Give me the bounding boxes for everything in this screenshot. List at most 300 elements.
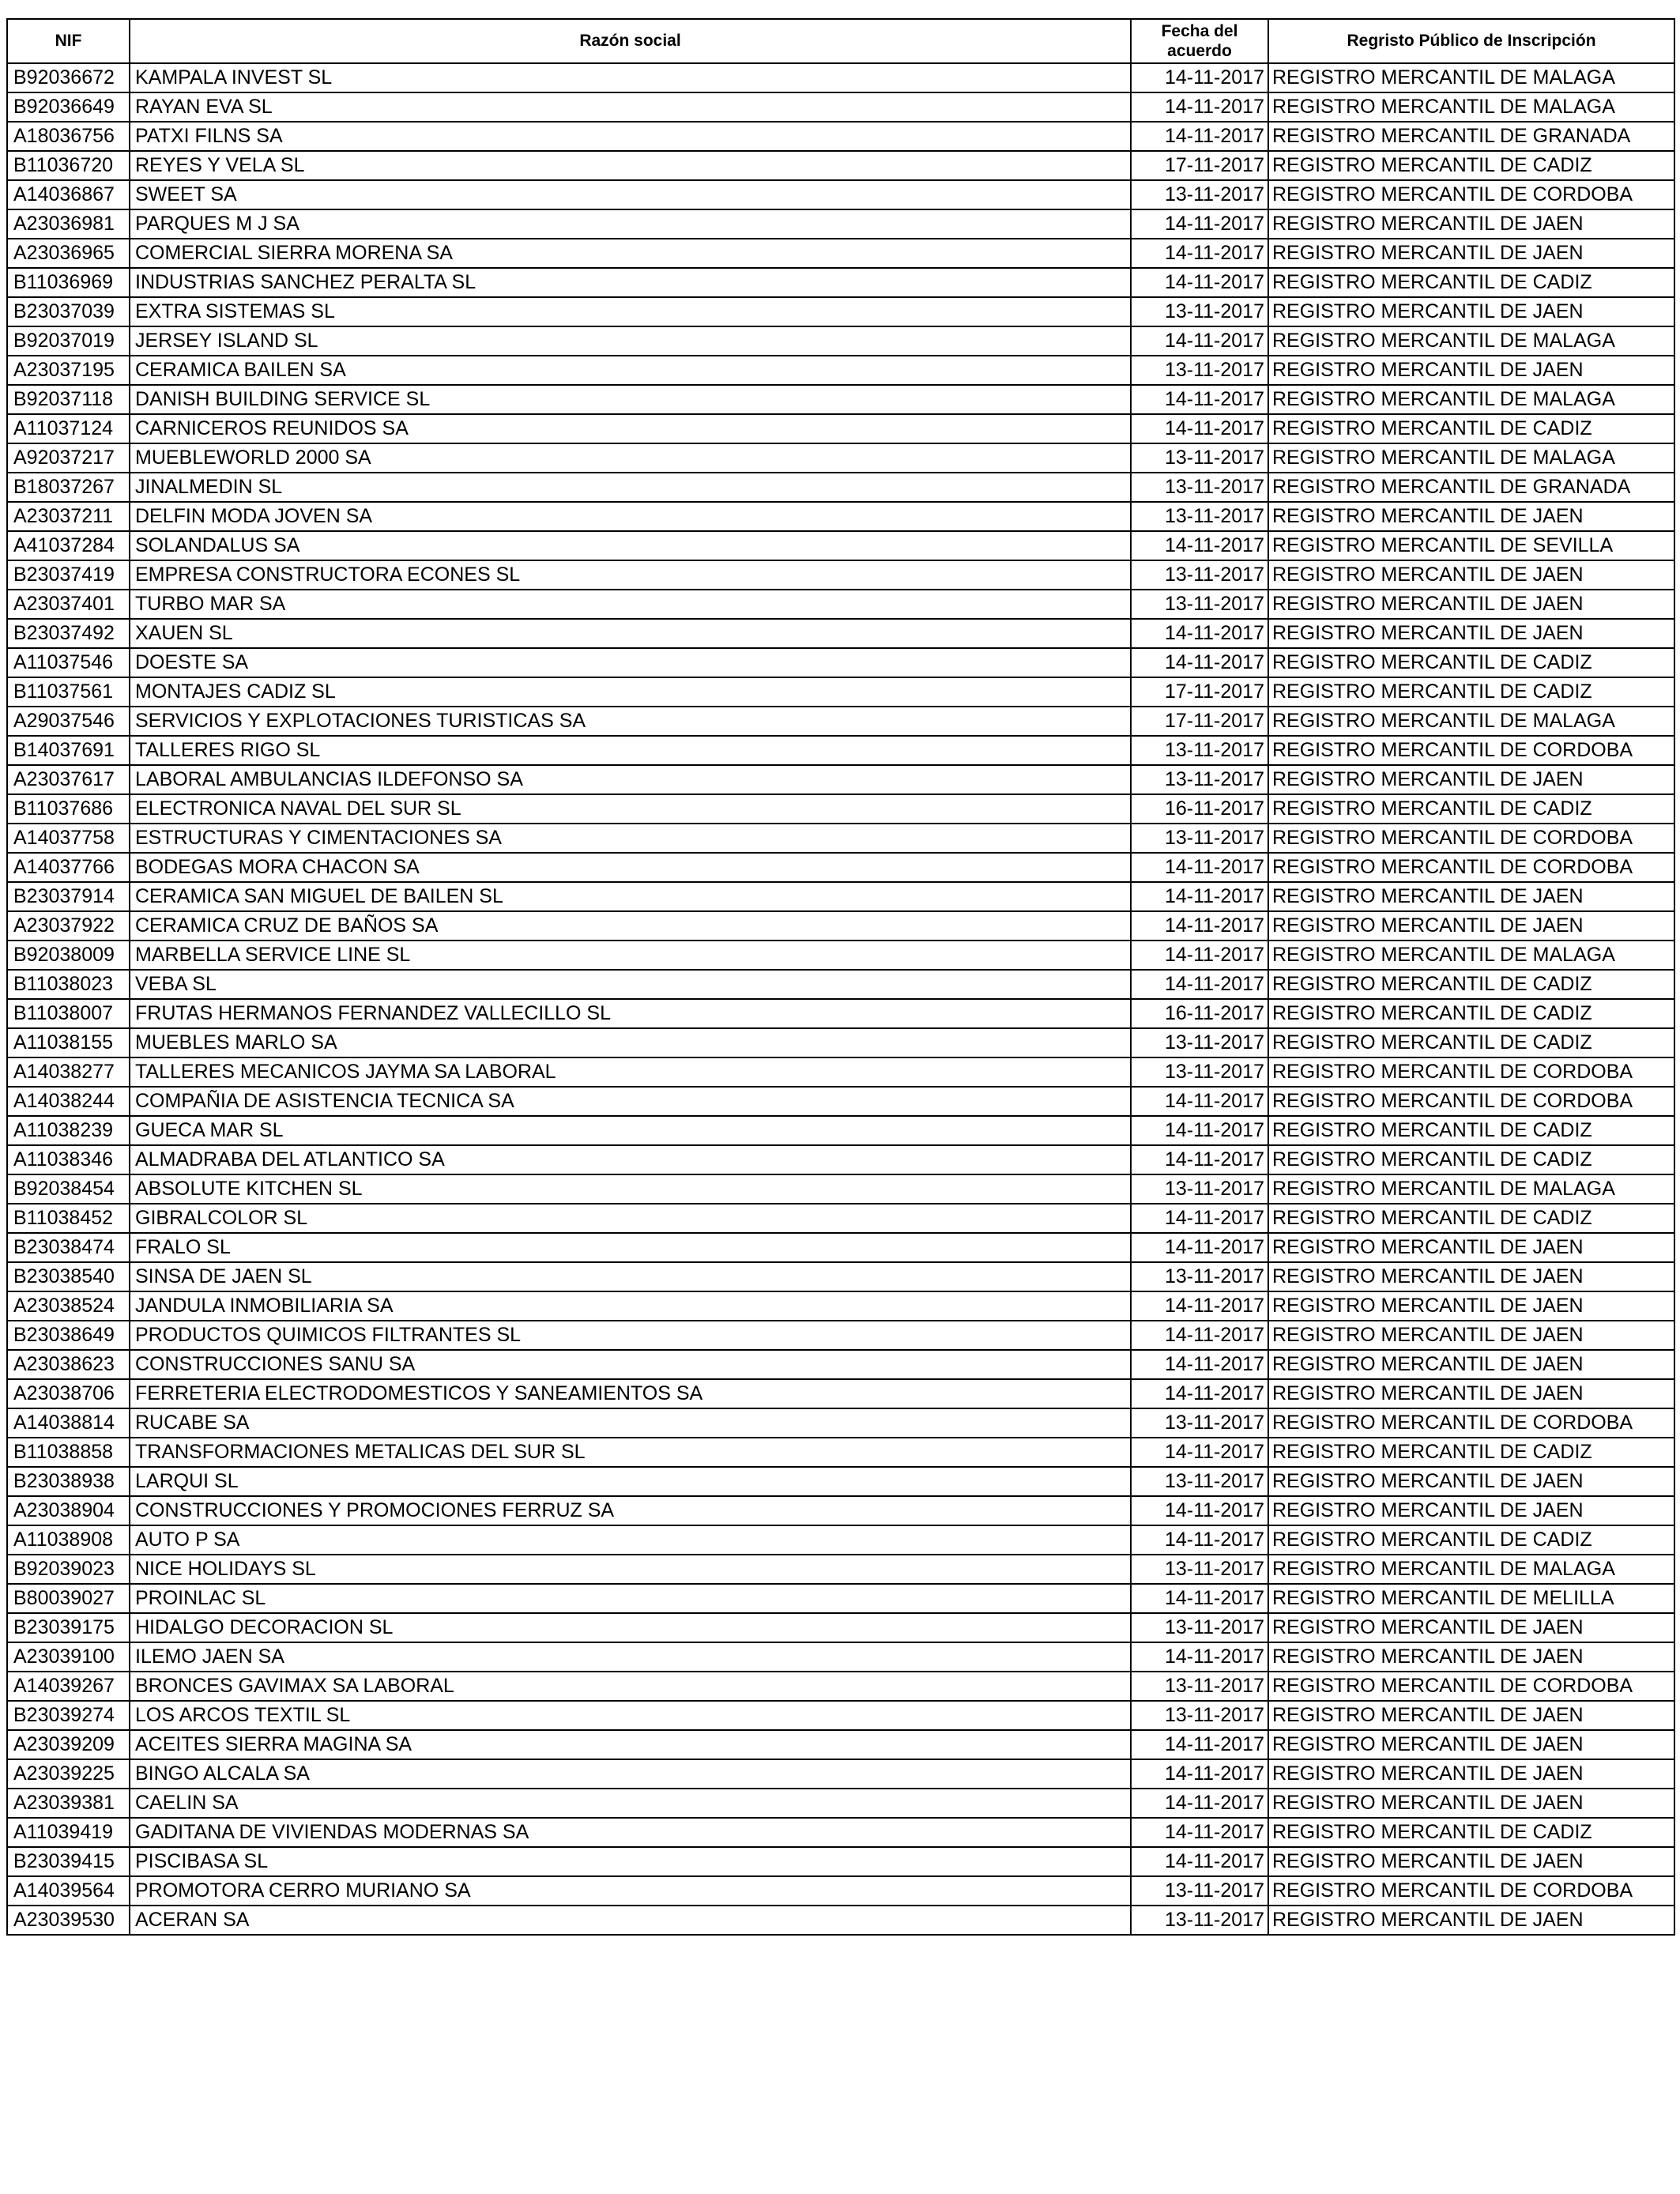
registry-cell: REGISTRO MERCANTIL DE CADIZ [1268,1116,1674,1145]
table-row [7,1291,1674,1321]
registry-cell: REGISTRO MERCANTIL DE JAEN [1268,1467,1674,1496]
registry-cell: REGISTRO MERCANTIL DE CADIZ [1268,1525,1674,1555]
agreement-date-cell: 14-11-2017 [1131,1818,1268,1847]
registry-cell: REGISTRO MERCANTIL DE CORDOBA [1268,1408,1674,1438]
company-name-cell: CERAMICA BAILEN SA [130,356,1131,385]
nif-cell: A23037211 [7,502,130,531]
nif-cell: A18036756 [7,122,130,151]
table-header [7,19,1674,63]
registry-cell: REGISTRO MERCANTIL DE JAEN [1268,1847,1674,1876]
table-row [7,122,1674,151]
nif-cell: B23037914 [7,882,130,911]
company-name-cell: LOS ARCOS TEXTIL SL [130,1701,1131,1730]
agreement-date-cell: 14-11-2017 [1131,1204,1268,1233]
registry-cell: REGISTRO MERCANTIL DE MALAGA [1268,941,1674,970]
agreement-date-cell: 14-11-2017 [1131,853,1268,882]
registry-cell: REGISTRO MERCANTIL DE MALAGA [1268,63,1674,92]
agreement-date-cell: 14-11-2017 [1131,1584,1268,1613]
nif-cell: B23037492 [7,619,130,648]
registry-cell: REGISTRO MERCANTIL DE CADIZ [1268,677,1674,707]
agreement-date-cell: 13-11-2017 [1131,590,1268,619]
nif-cell: B92038454 [7,1174,130,1204]
registry-cell: REGISTRO MERCANTIL DE CORDOBA [1268,180,1674,209]
table-row [7,414,1674,443]
table-row [7,1467,1674,1496]
table-row [7,502,1674,531]
registry-cell: REGISTRO MERCANTIL DE JAEN [1268,356,1674,385]
table-row [7,619,1674,648]
table-body [7,63,1674,1935]
registry-cell: REGISTRO MERCANTIL DE JAEN [1268,1262,1674,1291]
nif-cell: B92037118 [7,385,130,414]
agreement-date-cell: 13-11-2017 [1131,1467,1268,1496]
table-row [7,326,1674,356]
nif-cell: A23036981 [7,209,130,239]
agreement-date-cell: 13-11-2017 [1131,1174,1268,1204]
nif-cell: A11038908 [7,1525,130,1555]
nif-cell: A23038623 [7,1350,130,1379]
nif-cell: B23039415 [7,1847,130,1876]
nif-cell: B23039175 [7,1613,130,1642]
nif-cell: B23038540 [7,1262,130,1291]
company-name-cell: CARNICEROS REUNIDOS SA [130,414,1131,443]
nif-cell: B11038023 [7,970,130,999]
company-name-cell: DELFIN MODA JOVEN SA [130,502,1131,531]
agreement-date-cell: 14-11-2017 [1131,1759,1268,1789]
registry-cell: REGISTRO MERCANTIL DE JAEN [1268,560,1674,590]
nif-cell: A23039100 [7,1642,130,1672]
agreement-date-cell: 13-11-2017 [1131,1876,1268,1906]
table-row [7,1438,1674,1467]
nif-cell: B11038452 [7,1204,130,1233]
agreement-date-cell: 13-11-2017 [1131,473,1268,502]
agreement-date-cell: 13-11-2017 [1131,736,1268,765]
company-name-cell: ELECTRONICA NAVAL DEL SUR SL [130,794,1131,824]
registry-cell: REGISTRO MERCANTIL DE JAEN [1268,1906,1674,1935]
nif-cell: B92038009 [7,941,130,970]
company-name-cell: EMPRESA CONSTRUCTORA ECONES SL [130,560,1131,590]
agreement-date-cell: 14-11-2017 [1131,1116,1268,1145]
agreement-date-cell: 14-11-2017 [1131,1642,1268,1672]
company-name-cell: DANISH BUILDING SERVICE SL [130,385,1131,414]
registry-cell: REGISTRO MERCANTIL DE GRANADA [1268,473,1674,502]
agreement-date-cell: 14-11-2017 [1131,1145,1268,1174]
table-row [7,1262,1674,1291]
company-name-cell: AUTO P SA [130,1525,1131,1555]
registry-cell: REGISTRO MERCANTIL DE MALAGA [1268,326,1674,356]
nif-cell: A41037284 [7,531,130,560]
company-name-cell: CONSTRUCCIONES SANU SA [130,1350,1131,1379]
company-name-cell: CONSTRUCCIONES Y PROMOCIONES FERRUZ SA [130,1496,1131,1525]
table-row [7,1379,1674,1408]
nif-cell: A23038904 [7,1496,130,1525]
nif-cell: A14038814 [7,1408,130,1438]
nif-cell: B23038649 [7,1321,130,1350]
registry-cell: REGISTRO MERCANTIL DE CADIZ [1268,648,1674,677]
company-name-cell: JERSEY ISLAND SL [130,326,1131,356]
registry-cell: REGISTRO MERCANTIL DE MALAGA [1268,1555,1674,1584]
agreement-date-cell: 14-11-2017 [1131,326,1268,356]
nif-cell: B92036672 [7,63,130,92]
registry-table [6,18,1675,1936]
registry-cell: REGISTRO MERCANTIL DE JAEN [1268,619,1674,648]
agreement-date-cell: 13-11-2017 [1131,1057,1268,1087]
registry-cell: REGISTRO MERCANTIL DE CADIZ [1268,414,1674,443]
table-row [7,1496,1674,1525]
table-row [7,590,1674,619]
nif-cell: A23038524 [7,1291,130,1321]
table-row [7,1204,1674,1233]
table-row [7,385,1674,414]
nif-cell: B11038858 [7,1438,130,1467]
agreement-date-cell: 13-11-2017 [1131,824,1268,853]
table-row [7,1233,1674,1262]
nif-cell: A23036965 [7,239,130,268]
registry-cell: REGISTRO MERCANTIL DE JAEN [1268,1759,1674,1789]
nif-cell: B23037039 [7,297,130,326]
registry-cell: REGISTRO MERCANTIL DE JAEN [1268,911,1674,941]
table-row [7,1116,1674,1145]
table-row [7,268,1674,297]
agreement-date-cell: 14-11-2017 [1131,1087,1268,1116]
registry-cell: REGISTRO MERCANTIL DE JAEN [1268,1291,1674,1321]
nif-cell: A11037124 [7,414,130,443]
agreement-date-cell: 13-11-2017 [1131,765,1268,794]
nif-cell: B23037419 [7,560,130,590]
agreement-date-cell: 13-11-2017 [1131,180,1268,209]
company-name-cell: KAMPALA INVEST SL [130,63,1131,92]
agreement-date-cell: 13-11-2017 [1131,1906,1268,1935]
nif-cell: B11036720 [7,151,130,180]
company-name-cell: NICE HOLIDAYS SL [130,1555,1131,1584]
agreement-date-cell: 14-11-2017 [1131,1350,1268,1379]
table-row [7,1730,1674,1759]
nif-cell: B23038938 [7,1467,130,1496]
company-name-cell: TALLERES MECANICOS JAYMA SA LABORAL [130,1057,1131,1087]
agreement-date-cell: 17-11-2017 [1131,151,1268,180]
header-nif: NIF [7,19,130,63]
agreement-date-cell: 13-11-2017 [1131,297,1268,326]
table-row [7,356,1674,385]
agreement-date-cell: 13-11-2017 [1131,1028,1268,1057]
registry-cell: REGISTRO MERCANTIL DE CADIZ [1268,1818,1674,1847]
registry-cell: REGISTRO MERCANTIL DE MALAGA [1268,707,1674,736]
table-row [7,707,1674,736]
nif-cell: A92037217 [7,443,130,473]
table-row [7,1847,1674,1876]
nif-cell: A23039209 [7,1730,130,1759]
table-row [7,1876,1674,1906]
nif-cell: A23037195 [7,356,130,385]
company-name-cell: BODEGAS MORA CHACON SA [130,853,1131,882]
company-name-cell: PARQUES M J SA [130,209,1131,239]
nif-cell: B11036969 [7,268,130,297]
agreement-date-cell: 14-11-2017 [1131,1525,1268,1555]
agreement-date-cell: 14-11-2017 [1131,414,1268,443]
table-row [7,1350,1674,1379]
agreement-date-cell: 17-11-2017 [1131,707,1268,736]
table-row [7,1672,1674,1701]
table-row [7,63,1674,92]
nif-cell: A23039530 [7,1906,130,1935]
company-name-cell: ALMADRABA DEL ATLANTICO SA [130,1145,1131,1174]
company-name-cell: PROMOTORA CERRO MURIANO SA [130,1876,1131,1906]
table-row [7,941,1674,970]
company-name-cell: LARQUI SL [130,1467,1131,1496]
nif-cell: B14037691 [7,736,130,765]
agreement-date-cell: 16-11-2017 [1131,999,1268,1028]
table-row [7,531,1674,560]
company-name-cell: GADITANA DE VIVIENDAS MODERNAS SA [130,1818,1131,1847]
registry-cell: REGISTRO MERCANTIL DE MELILLA [1268,1584,1674,1613]
company-name-cell: BINGO ALCALA SA [130,1759,1131,1789]
nif-cell: A14039564 [7,1876,130,1906]
company-name-cell: MONTAJES CADIZ SL [130,677,1131,707]
company-name-cell: PROINLAC SL [130,1584,1131,1613]
registry-cell: REGISTRO MERCANTIL DE JAEN [1268,1642,1674,1672]
header-name: Razón social [130,19,1131,63]
header-row [7,19,1674,63]
agreement-date-cell: 14-11-2017 [1131,1730,1268,1759]
table-row [7,794,1674,824]
company-name-cell: SINSA DE JAEN SL [130,1262,1131,1291]
table-row [7,1028,1674,1057]
registry-cell: REGISTRO MERCANTIL DE CADIZ [1268,999,1674,1028]
company-name-cell: CAELIN SA [130,1789,1131,1818]
registry-cell: REGISTRO MERCANTIL DE JAEN [1268,239,1674,268]
nif-cell: A14036867 [7,180,130,209]
company-name-cell: FRUTAS HERMANOS FERNANDEZ VALLECILLO SL [130,999,1131,1028]
table-row [7,560,1674,590]
table-row [7,1057,1674,1087]
nif-cell: B80039027 [7,1584,130,1613]
agreement-date-cell: 14-11-2017 [1131,1789,1268,1818]
company-name-cell: ESTRUCTURAS Y CIMENTACIONES SA [130,824,1131,853]
company-name-cell: SOLANDALUS SA [130,531,1131,560]
registry-cell: REGISTRO MERCANTIL DE CADIZ [1268,970,1674,999]
registry-cell: REGISTRO MERCANTIL DE JAEN [1268,1233,1674,1262]
table-row [7,239,1674,268]
table-row [7,824,1674,853]
agreement-date-cell: 13-11-2017 [1131,1613,1268,1642]
company-name-cell: FERRETERIA ELECTRODOMESTICOS Y SANEAMIENTOS SA [130,1379,1131,1408]
registry-cell: REGISTRO MERCANTIL DE JAEN [1268,1321,1674,1350]
agreement-date-cell: 14-11-2017 [1131,1847,1268,1876]
registry-cell: REGISTRO MERCANTIL DE JAEN [1268,1613,1674,1642]
header-date: Fecha del acuerdo [1131,19,1268,63]
company-name-cell: CERAMICA SAN MIGUEL DE BAILEN SL [130,882,1131,911]
registry-cell: REGISTRO MERCANTIL DE CADIZ [1268,794,1674,824]
table-row [7,1906,1674,1935]
table-row [7,1321,1674,1350]
agreement-date-cell: 13-11-2017 [1131,502,1268,531]
nif-cell: A23037401 [7,590,130,619]
table-row [7,1145,1674,1174]
company-name-cell: ACEITES SIERRA MAGINA SA [130,1730,1131,1759]
registry-cell: REGISTRO MERCANTIL DE CORDOBA [1268,824,1674,853]
company-name-cell: FRALO SL [130,1233,1131,1262]
registry-cell: REGISTRO MERCANTIL DE CADIZ [1268,268,1674,297]
table-row [7,151,1674,180]
company-name-cell: XAUEN SL [130,619,1131,648]
agreement-date-cell: 14-11-2017 [1131,970,1268,999]
registry-cell: REGISTRO MERCANTIL DE JAEN [1268,209,1674,239]
table-row [7,473,1674,502]
registry-cell: REGISTRO MERCANTIL DE CADIZ [1268,1204,1674,1233]
registry-cell: REGISTRO MERCANTIL DE JAEN [1268,590,1674,619]
table-row [7,1408,1674,1438]
agreement-date-cell: 14-11-2017 [1131,882,1268,911]
registry-cell: REGISTRO MERCANTIL DE CORDOBA [1268,1057,1674,1087]
registry-cell: REGISTRO MERCANTIL DE MALAGA [1268,92,1674,122]
table-row [7,1555,1674,1584]
company-name-cell: PRODUCTOS QUIMICOS FILTRANTES SL [130,1321,1131,1350]
nif-cell: A14038277 [7,1057,130,1087]
agreement-date-cell: 13-11-2017 [1131,1408,1268,1438]
registry-cell: REGISTRO MERCANTIL DE MALAGA [1268,443,1674,473]
table-row [7,1584,1674,1613]
table-row [7,882,1674,911]
company-name-cell: PISCIBASA SL [130,1847,1131,1876]
nif-cell: B11037561 [7,677,130,707]
table-row [7,209,1674,239]
table-row [7,297,1674,326]
agreement-date-cell: 13-11-2017 [1131,560,1268,590]
nif-cell: A23038706 [7,1379,130,1408]
registry-cell: REGISTRO MERCANTIL DE CORDOBA [1268,736,1674,765]
company-name-cell: TRANSFORMACIONES METALICAS DEL SUR SL [130,1438,1131,1467]
registry-cell: REGISTRO MERCANTIL DE CADIZ [1268,1145,1674,1174]
agreement-date-cell: 16-11-2017 [1131,794,1268,824]
nif-cell: B92037019 [7,326,130,356]
company-name-cell: ABSOLUTE KITCHEN SL [130,1174,1131,1204]
table-row [7,911,1674,941]
registry-cell: REGISTRO MERCANTIL DE JAEN [1268,882,1674,911]
agreement-date-cell: 14-11-2017 [1131,268,1268,297]
company-name-cell: COMERCIAL SIERRA MORENA SA [130,239,1131,268]
registry-cell: REGISTRO MERCANTIL DE JAEN [1268,1379,1674,1408]
registry-cell: REGISTRO MERCANTIL DE CADIZ [1268,151,1674,180]
company-name-cell: COMPAÑIA DE ASISTENCIA TECNICA SA [130,1087,1131,1116]
nif-cell: A14037766 [7,853,130,882]
registry-cell: REGISTRO MERCANTIL DE JAEN [1268,765,1674,794]
nif-cell: A23037922 [7,911,130,941]
agreement-date-cell: 14-11-2017 [1131,531,1268,560]
nif-cell: A11039419 [7,1818,130,1847]
table-row [7,1642,1674,1672]
agreement-date-cell: 14-11-2017 [1131,1321,1268,1350]
table-row [7,1087,1674,1116]
table-row [7,999,1674,1028]
nif-cell: A11038155 [7,1028,130,1057]
registry-cell: REGISTRO MERCANTIL DE MALAGA [1268,385,1674,414]
table-row [7,1525,1674,1555]
nif-cell: A14039267 [7,1672,130,1701]
company-name-cell: HIDALGO DECORACION SL [130,1613,1131,1642]
company-name-cell: GIBRALCOLOR SL [130,1204,1131,1233]
agreement-date-cell: 14-11-2017 [1131,1496,1268,1525]
company-name-cell: RUCABE SA [130,1408,1131,1438]
table-row [7,677,1674,707]
company-name-cell: SWEET SA [130,180,1131,209]
company-name-cell: DOESTE SA [130,648,1131,677]
nif-cell: B92036649 [7,92,130,122]
company-name-cell: TALLERES RIGO SL [130,736,1131,765]
registry-cell: REGISTRO MERCANTIL DE JAEN [1268,1701,1674,1730]
table-row [7,1701,1674,1730]
nif-cell: B11038007 [7,999,130,1028]
company-name-cell: JINALMEDIN SL [130,473,1131,502]
agreement-date-cell: 14-11-2017 [1131,1233,1268,1262]
table-row [7,853,1674,882]
agreement-date-cell: 14-11-2017 [1131,619,1268,648]
nif-cell: A11038239 [7,1116,130,1145]
nif-cell: B11037686 [7,794,130,824]
nif-cell: A14038244 [7,1087,130,1116]
company-name-cell: REYES Y VELA SL [130,151,1131,180]
registry-cell: REGISTRO MERCANTIL DE JAEN [1268,1350,1674,1379]
company-name-cell: SERVICIOS Y EXPLOTACIONES TURISTICAS SA [130,707,1131,736]
table-row [7,1818,1674,1847]
nif-cell: A23039225 [7,1759,130,1789]
registry-cell: REGISTRO MERCANTIL DE CADIZ [1268,1028,1674,1057]
agreement-date-cell: 14-11-2017 [1131,911,1268,941]
agreement-date-cell: 14-11-2017 [1131,92,1268,122]
agreement-date-cell: 13-11-2017 [1131,443,1268,473]
company-name-cell: RAYAN EVA SL [130,92,1131,122]
table-row [7,765,1674,794]
nif-cell: A11037546 [7,648,130,677]
agreement-date-cell: 14-11-2017 [1131,122,1268,151]
registry-cell: REGISTRO MERCANTIL DE JAEN [1268,1789,1674,1818]
company-name-cell: JANDULA INMOBILIARIA SA [130,1291,1131,1321]
nif-cell: A23039381 [7,1789,130,1818]
registry-cell: REGISTRO MERCANTIL DE MALAGA [1268,1174,1674,1204]
nif-cell: A11038346 [7,1145,130,1174]
table-row [7,1174,1674,1204]
company-name-cell: VEBA SL [130,970,1131,999]
table-row [7,92,1674,122]
agreement-date-cell: 13-11-2017 [1131,1262,1268,1291]
company-name-cell: ACERAN SA [130,1906,1131,1935]
registry-cell: REGISTRO MERCANTIL DE JAEN [1268,297,1674,326]
registry-cell: REGISTRO MERCANTIL DE CADIZ [1268,1438,1674,1467]
company-name-cell: MARBELLA SERVICE LINE SL [130,941,1131,970]
company-name-cell: GUECA MAR SL [130,1116,1131,1145]
table-row [7,970,1674,999]
agreement-date-cell: 14-11-2017 [1131,1379,1268,1408]
table-row [7,648,1674,677]
table-row [7,1759,1674,1789]
company-name-cell: BRONCES GAVIMAX SA LABORAL [130,1672,1131,1701]
company-name-cell: EXTRA SISTEMAS SL [130,297,1131,326]
nif-cell: B18037267 [7,473,130,502]
table-row [7,1613,1674,1642]
agreement-date-cell: 14-11-2017 [1131,209,1268,239]
company-name-cell: CERAMICA CRUZ DE BAÑOS SA [130,911,1131,941]
company-name-cell: MUEBLEWORLD 2000 SA [130,443,1131,473]
header-registry: Regristo Público de Inscripción [1268,19,1674,63]
registry-cell: REGISTRO MERCANTIL DE JAEN [1268,1496,1674,1525]
table-row [7,1789,1674,1818]
table-row [7,443,1674,473]
nif-cell: A14037758 [7,824,130,853]
agreement-date-cell: 14-11-2017 [1131,648,1268,677]
registry-cell: REGISTRO MERCANTIL DE CORDOBA [1268,1672,1674,1701]
registry-cell: REGISTRO MERCANTIL DE CORDOBA [1268,853,1674,882]
registry-cell: REGISTRO MERCANTIL DE GRANADA [1268,122,1674,151]
agreement-date-cell: 17-11-2017 [1131,677,1268,707]
